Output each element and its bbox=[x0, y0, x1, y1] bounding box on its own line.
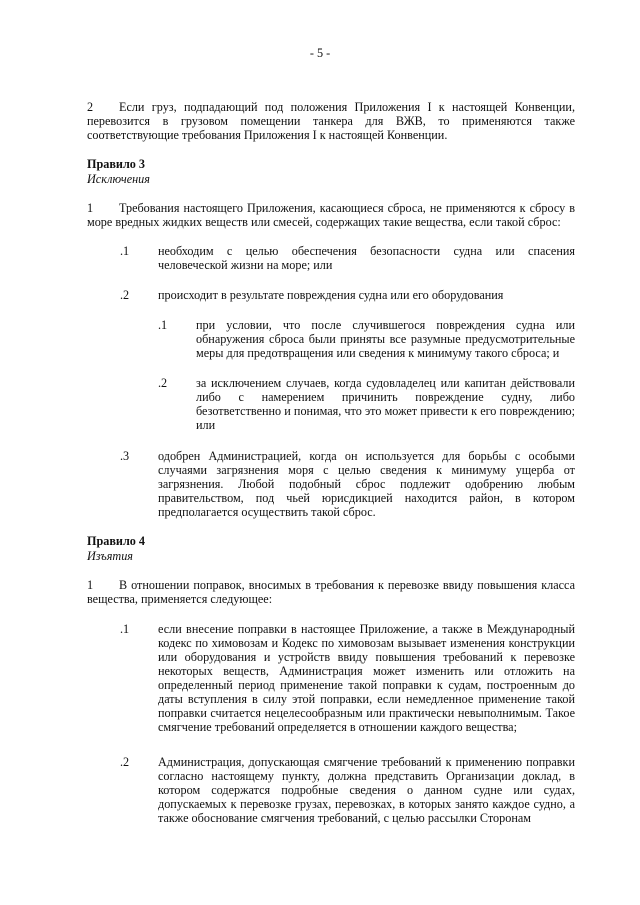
item-number: .2 bbox=[158, 376, 168, 390]
paragraph-text: В отношении поправок, вносимых в требования к перевозке ввиду повышения класса вещества, применяется следующее: bbox=[87, 578, 575, 606]
paragraph-number: 2 bbox=[87, 100, 94, 114]
item-number: .3 bbox=[120, 449, 130, 463]
rule-4-title: Правило 4 bbox=[87, 534, 146, 548]
item-text: при условии, что после случившегося повреждения судна или обнаружения сброса были приняты все разумные предусмотрительные меры для предотвращения или сведения к минимуму такого сброса; и bbox=[196, 318, 575, 360]
rule-4-subtitle: Изъятия bbox=[87, 549, 133, 563]
rule-4-paragraph-1 bbox=[87, 578, 575, 606]
item-number: .1 bbox=[120, 622, 130, 636]
item-text: одобрен Администрацией, когда он используется для борьбы с особыми случаями загрязнения моря с целью сведения к минимуму ущерба от загрязнения. Любой подобный сброс подлежит одобрению любым правительством, под чьей юрисдикцией находится район, в котором предполагается осуществить такой сброс. bbox=[158, 449, 575, 519]
item-number: .1 bbox=[158, 318, 168, 332]
paragraph-text: Требования настоящего Приложения, касающиеся сброса, не применяются к сбросу в море вредных жидких веществ или смесей, содержащих такие вещества, если такой сброс: bbox=[87, 201, 575, 229]
item-number: .1 bbox=[120, 244, 130, 258]
rule-3-paragraph-1 bbox=[87, 201, 575, 229]
page-number: - 5 - bbox=[309, 46, 331, 60]
rule-3-title: Правило 3 bbox=[87, 157, 146, 171]
item-text: необходим с целью обеспечения безопасности судна или спасения человеческой жизни на море; или bbox=[158, 244, 575, 272]
paragraph-text: Если груз, подпадающий под положения Приложения I к настоящей Конвенции, перевозится в грузовом помещении танкера для ВЖВ, то применяются также соответствующие требования Приложения I к настоящей Конвенции. bbox=[87, 100, 575, 142]
item-text: Администрация, допускающая смягчение требований к применению поправки согласно настоящему пункту, должна представить Организации доклад, в котором содержатся подробные сведения о данном судне или судах, допускаемых к перевозке грузах, перевозках, в которых занято каждое судно, а также обоснование смягчения требований, с целью рассылки Сторонам bbox=[158, 755, 575, 825]
item-text: за исключением случаев, когда судовладелец или капитан действовали либо с намерением причинить повреждение судну, либо безответственно и понимая, что это может привести к его повреждению; или bbox=[196, 376, 575, 432]
rule-3-subtitle: Исключения bbox=[87, 172, 150, 186]
item-text: происходит в результате повреждения судна или его оборудования bbox=[158, 288, 504, 302]
paragraph-number: 1 bbox=[87, 578, 94, 592]
item-number: .2 bbox=[120, 755, 130, 769]
paragraph-2 bbox=[87, 100, 575, 142]
item-number: .2 bbox=[120, 288, 130, 302]
item-text: если внесение поправки в настоящее Приложение, а также в Международный кодекс по химовозам и Кодекс по химовозам вызывает изменения конструкции или оборудования и устройств ввиду повышения требований к перевозке некоторых веществ, Администрация может изменить или отложить на определенный период применение такой поправки к судам, построенным до даты вступления в силу этой поправки, если немедленное применение такой поправки считается нецелесообразным или практически невыполнимым. Такое смягчение требований определяется в отношении каждого вещества; bbox=[158, 622, 575, 734]
paragraph-number: 1 bbox=[87, 201, 94, 215]
